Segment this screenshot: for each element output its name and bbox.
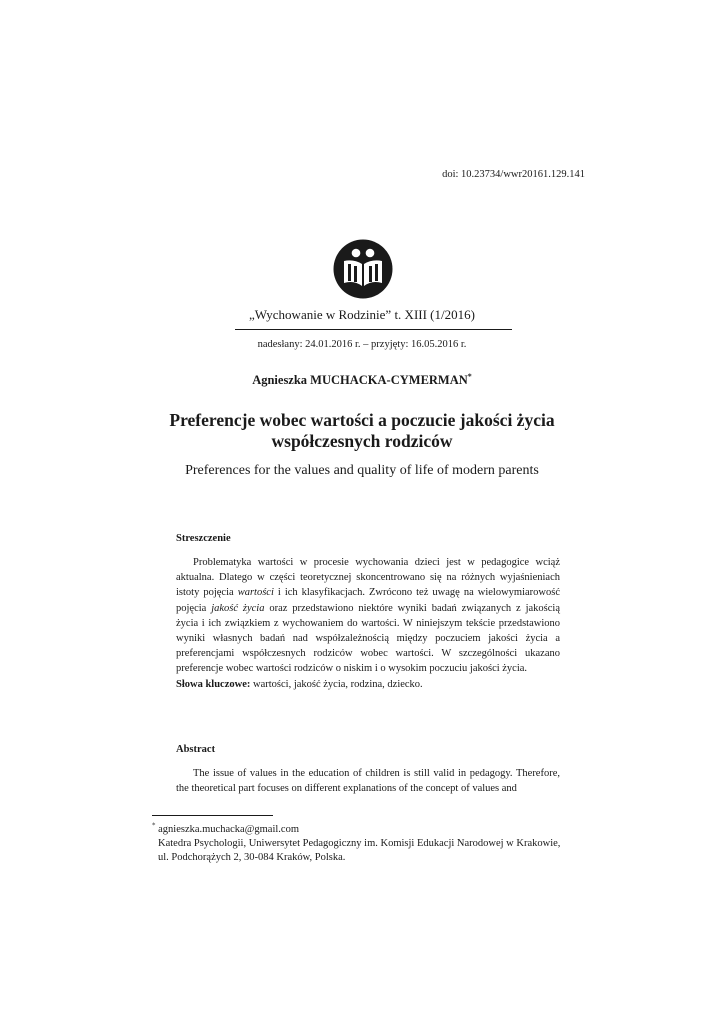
journal-logo-icon [333, 239, 393, 299]
author-name: Agnieszka MUCHACKA-CYMERMAN [252, 373, 468, 387]
footnote [152, 823, 586, 865]
title-english: Preferences for the values and quality of life of modern parents [185, 463, 539, 478]
term-jakosc-zycia: jakość życia [211, 602, 265, 614]
abstract-paragraph: The issue of values in the education of children is still valid in pedagogy. Therefore, the theoretical part focuses on different explanations of the concept of values and [176, 768, 560, 795]
journal-divider [235, 329, 512, 330]
journal-title: „Wychowanie w Rodzinie” t. XIII (1/2016) [249, 307, 475, 322]
footnote-address: ul. Podchorążych 2, 30-084 Kraków, Polska. [158, 852, 346, 863]
title-polish [0, 410, 724, 452]
streszczenie-text-2: i ich klasyfikacjach. Zwrócono też uwagę na wielowymiarowość pojęcia [176, 587, 560, 614]
streszczenie-text-1: Problematyka wartości w procesie wychowania dzieci jest w pedagogice wciąż aktualna. Dlatego w części teoretycznej skoncentrowano się na różnych wyjaśnieniach istoty pojęcia [176, 557, 560, 599]
keywords-label: Słowa kluczowe: [176, 679, 251, 690]
streszczenie-heading: Streszczenie [176, 533, 231, 544]
title-polish-line-1: Preferencje wobec wartości a poczucie jakości życia [169, 410, 555, 430]
footnote-email: agnieszka.muchacka@gmail.com [155, 824, 299, 835]
streszczenie-text-3: oraz przedstawiono niektóre wyniki badań związanych z jakością życia i ich związkiem z wychowaniem do wartości. W niniejszym tekście przedstawiono wyniki własnych badań nad współzależnością między poczuciem jakości życia a preferencjami współczesnych rodziców wobec wartości. W szczególności ukazano preferencje wobec wartości rodziców o niskim i o wysokim poczuciu jakości życia. [176, 602, 560, 675]
title-polish-line-2: współczesnych rodziców [271, 431, 453, 451]
footnote-mark: * [152, 821, 156, 830]
footnote-affiliation: Katedra Psychologii, Uniwersytet Pedagogiczny im. Komisji Edukacji Narodowej w Krakowie, [158, 838, 561, 849]
keywords-line [176, 679, 560, 690]
footnote-divider [152, 815, 273, 816]
streszczenie-paragraph [176, 555, 560, 677]
keywords-list: wartości, jakość życia, rodzina, dziecko. [250, 679, 423, 690]
author-footnote-mark: * [467, 371, 472, 381]
author-line [0, 373, 724, 388]
submission-dates: nadesłany: 24.01.2016 r. – przyjęty: 16.05.2016 r. [257, 339, 467, 350]
footnote-email-line [152, 823, 586, 837]
abstract-heading: Abstract [176, 744, 216, 755]
term-wartosci: wartości [237, 587, 274, 599]
doi-identifier: doi: 10.23734/wwr20161.129.141 [442, 169, 585, 180]
